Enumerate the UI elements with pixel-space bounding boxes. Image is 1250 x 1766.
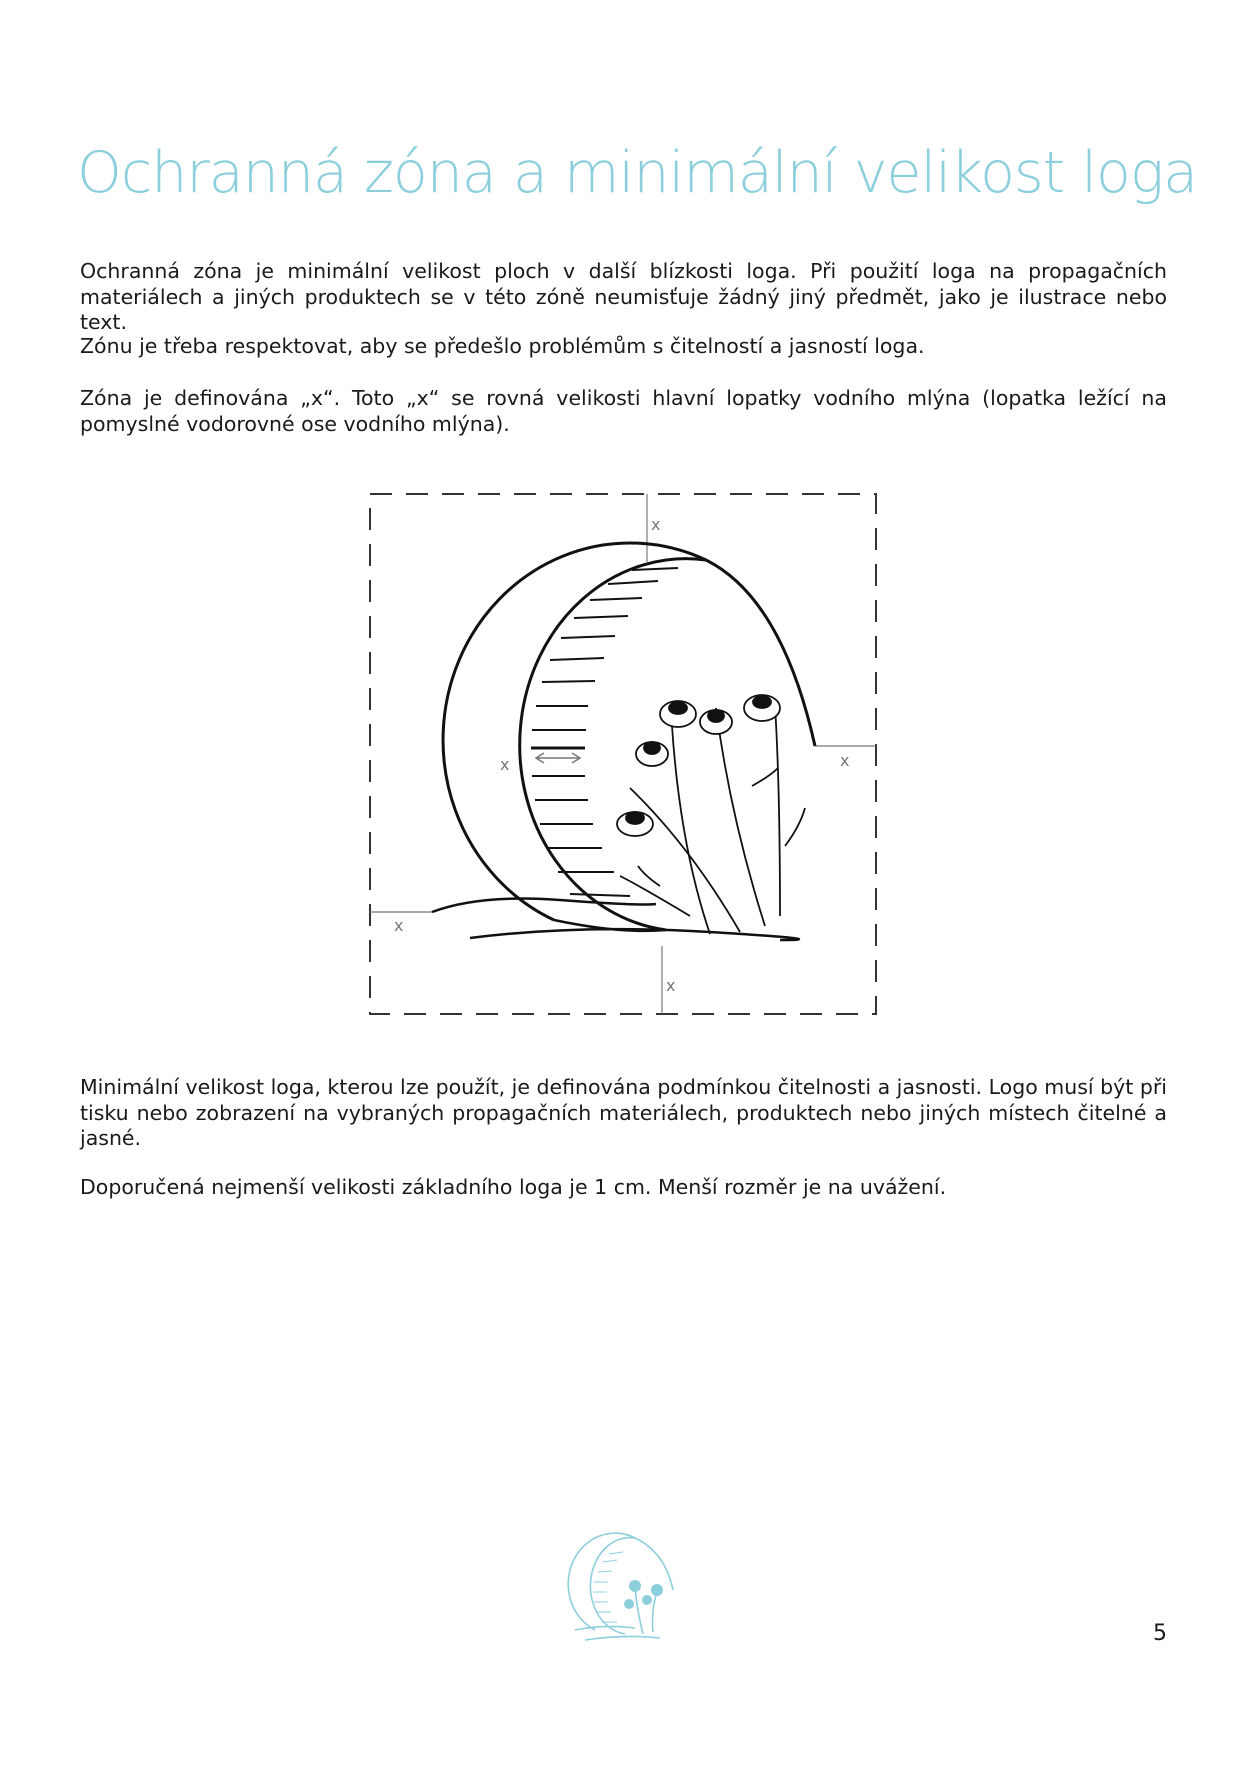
dimension-label-left: x <box>394 916 404 935</box>
dimension-label-right: x <box>840 751 850 770</box>
dimension-label-paddle: x <box>500 755 510 774</box>
dimension-label-top: x <box>651 515 661 534</box>
protection-zone-diagram <box>360 486 880 1026</box>
paragraph-minimum-size: Minimální velikost loga, kterou lze použít, je definována podmínkou čitelnosti a jasnosti. Logo musí být při tisku nebo zobrazení na vybraných propagačních materiálech, produktech nebo jiných místech čitelné a jasné. <box>80 1075 1167 1150</box>
dimension-labels <box>394 515 849 995</box>
paddle-width-arrow <box>536 753 580 763</box>
page-number: 5 <box>1153 1621 1167 1646</box>
dimension-label-bottom: x <box>666 976 676 995</box>
chamomile-flowers <box>617 695 805 934</box>
paragraph-respect-zone: Zónu je třeba respektovat, aby se předešlo problémům s čitelností a jasností loga. <box>80 334 925 358</box>
paragraph-recommended-size: Doporučená nejmenší velikosti základního loga je 1 cm. Menší rozměr je na uvážení. <box>80 1175 947 1199</box>
paragraph-zone-definition: Zóna je definována „x“. Toto „x“ se rovná velikosti hlavní lopatky vodního mlýna (lopatka ležící na pomyslné vodorovné ose vodního mlýna). <box>80 386 1167 436</box>
paragraph-protection-zone: Ochranná zóna je minimální velikost ploch v další blízkosti loga. Při použití loga na propagačních materiálech a jiných produktech se v této zóně neumisťuje žádný jiný předmět, jako je ilustrace nebo text. <box>80 259 1167 334</box>
footer-logo <box>565 1530 685 1650</box>
watermill-logo <box>432 543 815 940</box>
page-title: Ochranná zóna a minimální velikost loga <box>77 140 1198 206</box>
